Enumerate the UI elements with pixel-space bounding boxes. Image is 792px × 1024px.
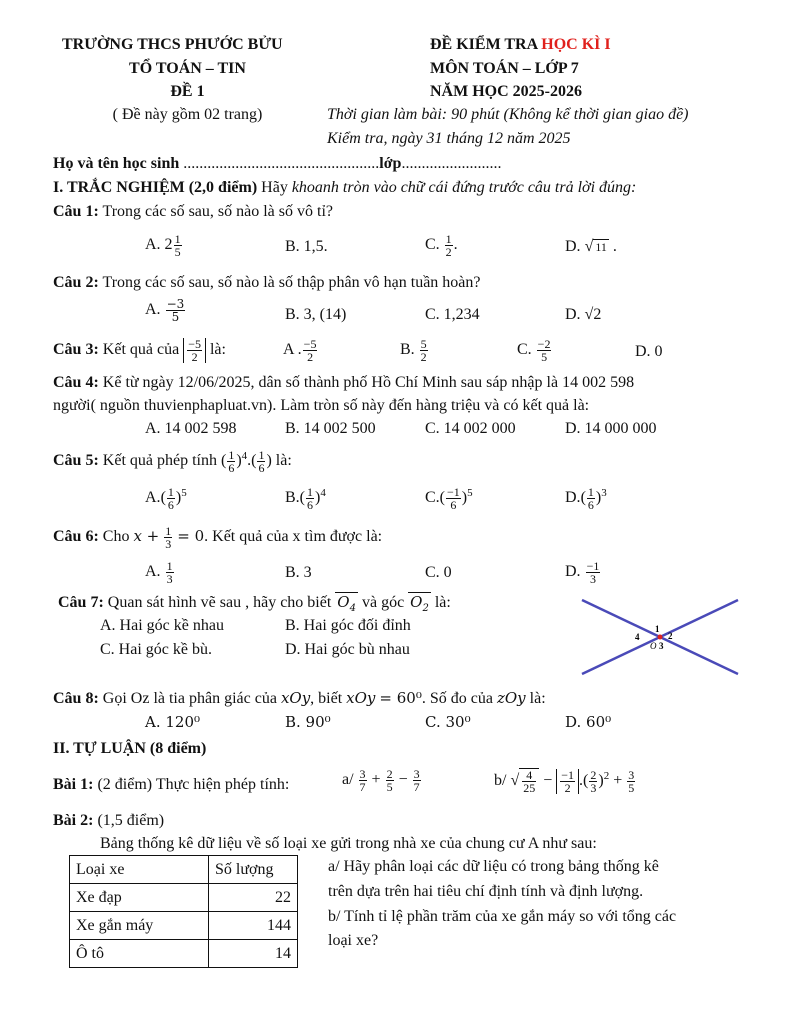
- table-row: [70, 884, 298, 912]
- class-field[interactable]: .........................: [401, 155, 502, 172]
- table-cell: Xe gắn máy: [70, 912, 209, 940]
- angle-label-1: 1: [655, 624, 660, 634]
- exam-term: HỌC KÌ I: [541, 36, 611, 53]
- q5-option-b[interactable]: B.( $\frac{1}{6}$ )$^4$: [285, 485, 326, 512]
- q4-option-b[interactable]: B. 14 002 500: [285, 420, 376, 437]
- bai-2a-line1: a/ Hãy phân loại các dữ liệu có trong bảng thống kê: [328, 858, 659, 875]
- question-4-line2: người( nguồn thuvienphapluat.vn). Làm tròn số này đến hàng triệu và có kết quả là:: [53, 397, 590, 414]
- angle-zoy: zOy: [496, 689, 526, 707]
- class-label: lớp: [379, 155, 402, 172]
- bai-2: Bài 2: (1,5 điểm): [53, 812, 165, 829]
- exam-time: Thời gian làm bài: 90 phút (Không kể thời gian giao đề): [327, 106, 689, 123]
- bai-2b-line2: loại xe?: [328, 932, 379, 949]
- angle-label-3: 3: [659, 641, 664, 651]
- name-label: Họ và tên học sinh: [53, 155, 180, 172]
- q2-option-b[interactable]: B. 3, (14): [285, 306, 347, 323]
- table-header-row: [70, 856, 298, 884]
- table-cell: 22: [209, 884, 298, 912]
- q8-option-a[interactable]: A. 120⁰: [145, 713, 201, 731]
- table-header-count: Số lượng: [209, 856, 298, 884]
- exam-code: ĐỀ 1: [170, 83, 205, 100]
- q3-option-a[interactable]: A . $\frac{-5}{2}$: [283, 337, 317, 364]
- exam-date: Kiểm tra, ngày 31 tháng 12 năm 2025: [327, 130, 571, 147]
- intersecting-lines-figure: [580, 598, 740, 680]
- q7-option-c[interactable]: C. Hai góc kề bù.: [100, 641, 212, 658]
- q6-option-a[interactable]: A. $\frac{1}{3}$: [145, 559, 173, 586]
- table-cell: Xe đạp: [70, 884, 209, 912]
- angle-xoy: xOy: [280, 689, 311, 707]
- q3-option-c[interactable]: C. $\frac{-2}{5}$: [517, 337, 551, 364]
- bai-1a: a/ $\frac{3}{7}$ + $\frac{2}{5}$ − $\frac{3}{7}$: [342, 767, 420, 794]
- bai-2-intro: Bảng thống kê dữ liệu về số loại xe gửi trong nhà xe của chung cư A như sau:: [100, 835, 597, 852]
- q1-option-b[interactable]: B. 1,5.: [285, 238, 328, 255]
- point-o-label: O: [650, 641, 657, 651]
- table-cell: 144: [209, 912, 298, 940]
- student-line: [53, 155, 501, 173]
- question-2: Câu 2: Trong các số sau, số nào là số thập phân vô hạn tuần hoàn?: [53, 274, 481, 291]
- q7-option-b[interactable]: B. Hai góc đối đỉnh: [285, 617, 411, 634]
- subject: MÔN TOÁN – LỚP 7: [430, 60, 579, 77]
- page-count: ( Đề này gồm 02 trang): [112, 106, 263, 123]
- q5-option-d[interactable]: D.( $\frac{1}{6}$ )$^3$: [565, 485, 607, 512]
- q1-option-c[interactable]: C. $\frac{1}{2}$ .: [425, 232, 458, 259]
- vehicle-table: [69, 855, 298, 968]
- table-header-type: Loại xe: [70, 856, 209, 884]
- q3-option-b[interactable]: B. $\frac{5}{2}$: [400, 337, 427, 364]
- bai-1b: b/ √ $\frac{4}{25}$ − $\frac{-1}{2}$ .( $\frac{2}{3}$ )$^2$ + $\frac{3}{5}$: [494, 768, 635, 795]
- department: TỔ TOÁN – TIN: [129, 60, 246, 77]
- exam-title: ĐỀ KIỂM TRA HỌC KÌ I: [430, 36, 611, 53]
- school-name: TRƯỜNG THCS PHƯỚC BỬU: [62, 36, 283, 53]
- bai-2a-line2: trên dựa trên hai tiêu chí định tính và định lượng.: [328, 883, 644, 900]
- q8-option-d[interactable]: D. 60⁰: [565, 713, 612, 731]
- q2-option-a[interactable]: A. $\frac{-3}{5}$: [145, 297, 185, 324]
- intersection-point: [658, 635, 663, 640]
- q5-option-a[interactable]: A.( $\frac{1}{6}$ )$^5$: [145, 485, 187, 512]
- q8-option-b[interactable]: B. 90⁰: [285, 713, 331, 731]
- question-8: Câu 8: Gọi Oz là tia phân giác của xOy, biết xOy = 60⁰. Số đo của zOy là:: [53, 689, 546, 707]
- q2-option-d[interactable]: D. √2: [565, 306, 602, 323]
- q7-option-d[interactable]: D. Hai góc bù nhau: [285, 641, 410, 658]
- angle-label-4: 4: [635, 632, 640, 642]
- q1-option-a[interactable]: A. 2 $\frac{1}{5}$: [145, 232, 181, 259]
- part1-title: I. TRẮC NGHIỆM (2,0 điểm) Hãy khoanh tròn vào chữ cái đứng trước câu trả lời đúng:: [53, 179, 637, 196]
- angle-label-2: 2: [668, 631, 673, 641]
- table-cell: 14: [209, 940, 298, 968]
- q6-option-b[interactable]: B. 3: [285, 564, 312, 581]
- question-7: Câu 7: Quan sát hình vẽ sau , hãy cho biết $O_4$ và góc $O_2$ là:: [58, 593, 451, 614]
- table-row: [70, 912, 298, 940]
- part2-title: II. TỰ LUẬN (8 điểm): [53, 740, 207, 757]
- q4-option-a[interactable]: A. 14 002 598: [145, 420, 237, 437]
- question-5: Câu 5: Kết quả phép tính ( $\frac{1}{6}$ )$^4$.( $\frac{1}{6}$ ) là:: [53, 448, 292, 475]
- bai-1: Bài 1: (2 điểm) Thực hiện phép tính:: [53, 776, 290, 793]
- q6-option-c[interactable]: C. 0: [425, 564, 452, 581]
- q6-option-d[interactable]: D. $\frac{-1}{3}$: [565, 559, 600, 586]
- q3-option-d[interactable]: D. 0: [635, 343, 663, 360]
- question-3: Câu 3: Kết quả của $\frac{-5}{2}$ là:: [53, 337, 226, 364]
- q7-option-a[interactable]: A. Hai góc kề nhau: [100, 617, 224, 634]
- question-6: Câu 6: Cho x + $\frac{1}{3}$ = 0. Kết quả của x tìm được là:: [53, 524, 383, 551]
- q8-option-c[interactable]: C. 30⁰: [425, 713, 471, 731]
- q1-option-d[interactable]: D. √ 11 .: [565, 238, 617, 255]
- table-row: [70, 940, 298, 968]
- bai-2b-line1: b/ Tính tỉ lệ phần trăm của xe gắn máy so với tổng các: [328, 908, 677, 925]
- question-4: Câu 4: Kể từ ngày 12/06/2025, dân số thành phố Hồ Chí Minh sau sáp nhập là 14 002 598: [53, 374, 635, 391]
- name-field[interactable]: .................................................: [179, 155, 380, 172]
- q4-option-d[interactable]: D. 14 000 000: [565, 420, 657, 437]
- table-cell: Ô tô: [70, 940, 209, 968]
- q5-option-c[interactable]: C.( $\frac{-1}{6}$ )$^5$: [425, 485, 473, 512]
- q2-option-c[interactable]: C. 1,234: [425, 306, 480, 323]
- q4-option-c[interactable]: C. 14 002 000: [425, 420, 516, 437]
- school-year: NĂM HỌC 2025-2026: [430, 83, 582, 100]
- question-1: Câu 1: Trong các số sau, số nào là số vô tỉ?: [53, 203, 333, 220]
